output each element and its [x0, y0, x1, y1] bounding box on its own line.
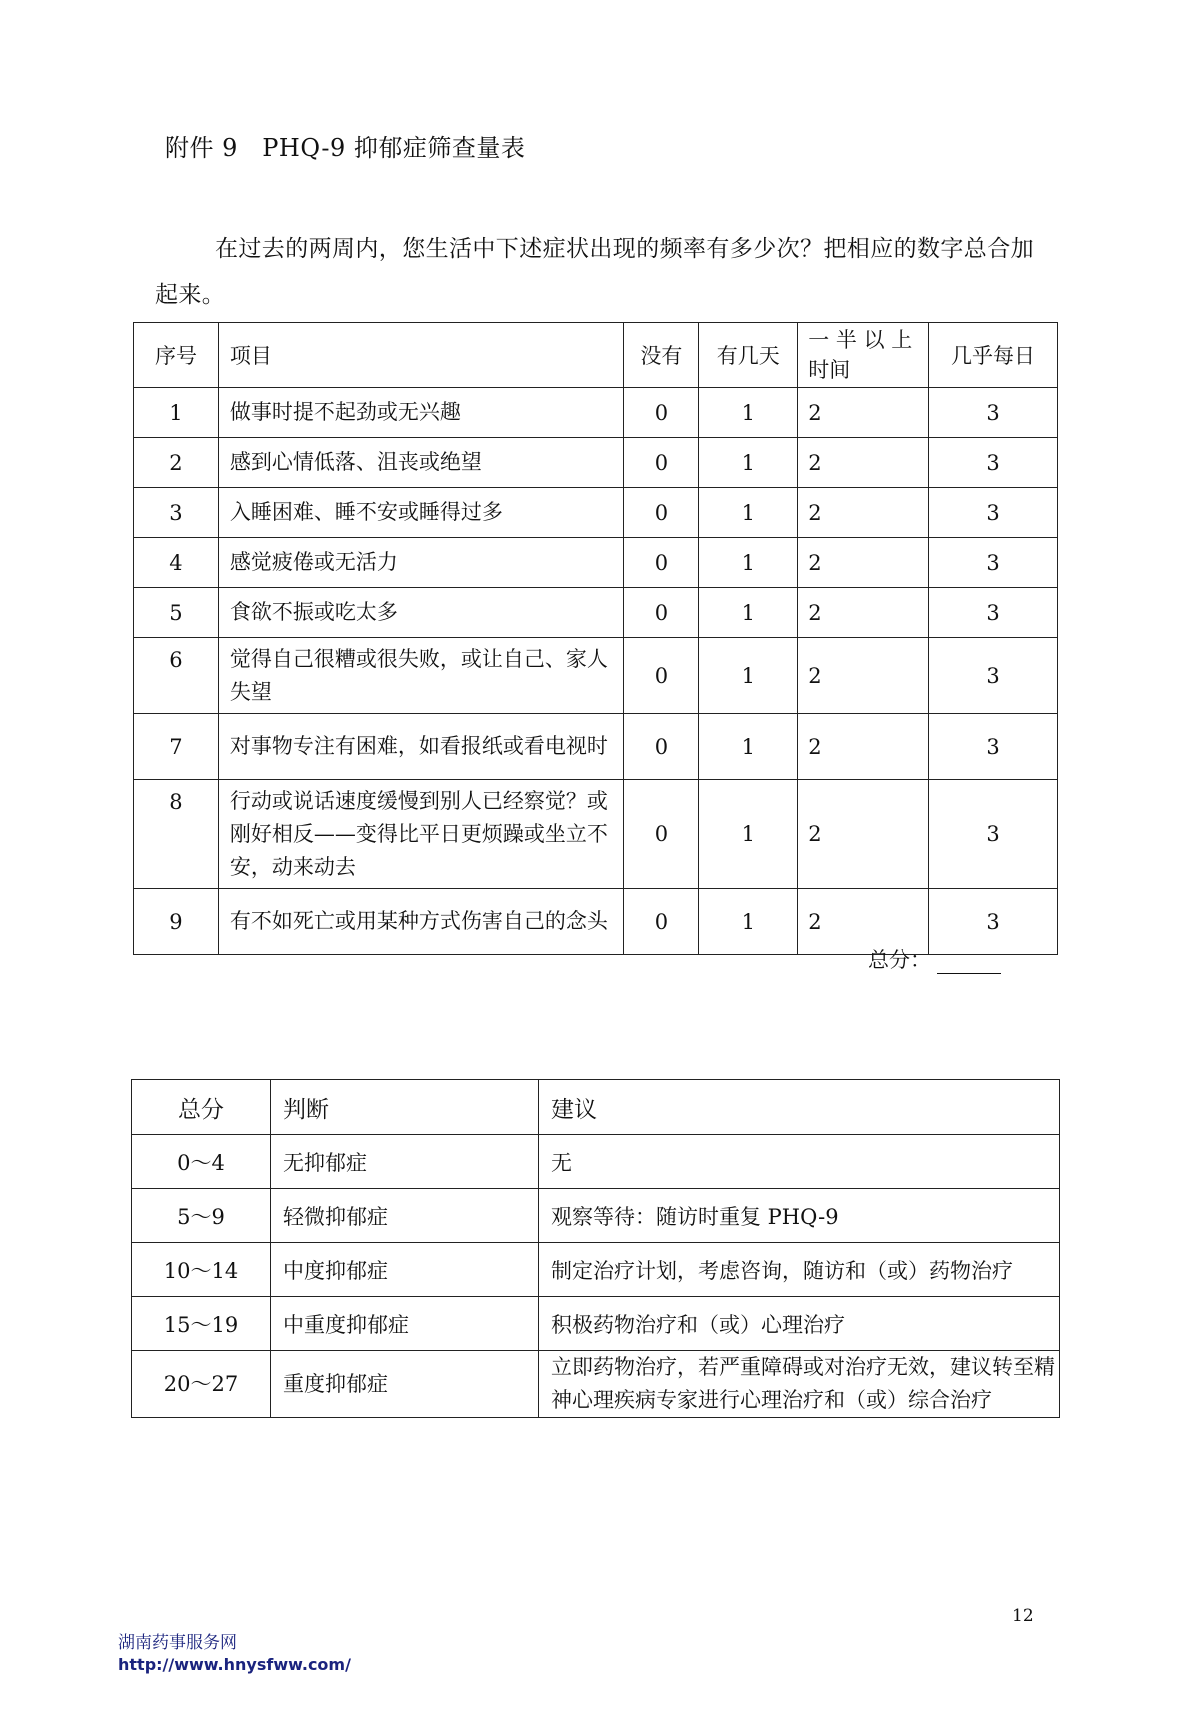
score-judgement: 中重度抑郁症	[271, 1297, 539, 1351]
score-range: 15～19	[132, 1297, 271, 1351]
table-row	[134, 438, 1058, 488]
header-several-days: 有几天	[699, 323, 798, 388]
table-row	[132, 1135, 1060, 1189]
score-0: 0	[624, 388, 699, 438]
header-none: 没有	[624, 323, 699, 388]
table-row	[134, 638, 1058, 714]
score-0: 0	[624, 889, 699, 955]
header-item: 项目	[218, 323, 624, 388]
total-score-blank-line	[937, 951, 1001, 974]
row-item: 感到心情低落、沮丧或绝望	[218, 438, 624, 488]
row-number: 5	[134, 588, 219, 638]
intro-paragraph: 在过去的两周内，您生活中下述症状出现的频率有多少次？把相应的数字总合加起来。	[155, 236, 1034, 308]
score-1: 1	[699, 889, 798, 955]
score-1: 1	[699, 488, 798, 538]
table-row	[132, 1189, 1060, 1243]
score-3: 3	[929, 780, 1058, 889]
table-row	[134, 538, 1058, 588]
row-number: 2	[134, 438, 219, 488]
row-number: 9	[134, 889, 219, 955]
table-row	[132, 1243, 1060, 1297]
header-nearly-every-day: 几乎每日	[929, 323, 1058, 388]
score-2: 2	[798, 889, 929, 955]
row-item: 做事时提不起劲或无兴趣	[218, 388, 624, 438]
footer-site-name: 湖南药事服务网	[118, 1633, 237, 1653]
score-1: 1	[699, 388, 798, 438]
score-advice: 积极药物治疗和（或）心理治疗	[539, 1297, 1060, 1351]
score-3: 3	[929, 388, 1058, 438]
score-1: 1	[699, 438, 798, 488]
score-0: 0	[624, 714, 699, 780]
score-1: 1	[699, 780, 798, 889]
score-0: 0	[624, 588, 699, 638]
score-advice: 观察等待：随访时重复 PHQ-9	[539, 1189, 1060, 1243]
score-range: 0～4	[132, 1135, 271, 1189]
score-1: 1	[699, 638, 798, 714]
row-item: 感觉疲倦或无活力	[218, 538, 624, 588]
score-2: 2	[798, 388, 929, 438]
score-3: 3	[929, 714, 1058, 780]
score-range: 5～9	[132, 1189, 271, 1243]
phq9-table	[133, 322, 1058, 955]
score-0: 0	[624, 488, 699, 538]
footer	[118, 1633, 351, 1675]
table-row	[132, 1297, 1060, 1351]
total-score-label: 总分：	[868, 948, 931, 972]
row-item: 对事物专注有困难，如看报纸或看电视时	[218, 714, 624, 780]
score-2: 2	[798, 714, 929, 780]
score-interpretation-table	[131, 1079, 1060, 1418]
row-item: 有不如死亡或用某种方式伤害自己的念头	[218, 889, 624, 955]
score-3: 3	[929, 488, 1058, 538]
score-advice: 立即药物治疗，若严重障碍或对治疗无效，建议转至精神心理疾病专家进行心理治疗和（或）综合治疗	[539, 1351, 1060, 1418]
row-item: 食欲不振或吃太多	[218, 588, 624, 638]
score-2: 2	[798, 538, 929, 588]
score-range: 20～27	[132, 1351, 271, 1418]
score-header-row	[132, 1080, 1060, 1135]
score-3: 3	[929, 538, 1058, 588]
footer-url-link[interactable]: http://www.hnysfww.com/	[118, 1655, 351, 1674]
score-2: 2	[798, 780, 929, 889]
total-score	[868, 944, 1001, 974]
row-item: 觉得自己很糟或很失败，或让自己、家人失望	[218, 638, 624, 714]
score-1: 1	[699, 538, 798, 588]
score-3: 3	[929, 438, 1058, 488]
table-row	[134, 714, 1058, 780]
score-judgement: 重度抑郁症	[271, 1351, 539, 1418]
table-row	[132, 1351, 1060, 1418]
score-2: 2	[798, 488, 929, 538]
table-row	[134, 780, 1058, 889]
row-item: 入睡困难、睡不安或睡得过多	[218, 488, 624, 538]
score-0: 0	[624, 438, 699, 488]
table-row	[134, 388, 1058, 438]
score-1: 1	[699, 714, 798, 780]
row-number: 3	[134, 488, 219, 538]
score-0: 0	[624, 780, 699, 889]
row-number: 6	[134, 638, 219, 714]
header-seq: 序号	[134, 323, 219, 388]
score-0: 0	[624, 638, 699, 714]
row-number: 8	[134, 780, 219, 889]
score-advice: 制定治疗计划，考虑咨询，随访和（或）药物治疗	[539, 1243, 1060, 1297]
score-0: 0	[624, 538, 699, 588]
score-judgement: 中度抑郁症	[271, 1243, 539, 1297]
score-judgement: 无抑郁症	[271, 1135, 539, 1189]
table-row	[134, 488, 1058, 538]
header-judgement: 判断	[271, 1080, 539, 1135]
score-1: 1	[699, 588, 798, 638]
row-item: 行动或说话速度缓慢到别人已经察觉？或刚好相反——变得比平日更烦躁或坐立不安，动来动去	[218, 780, 624, 889]
row-number: 7	[134, 714, 219, 780]
score-2: 2	[798, 638, 929, 714]
score-judgement: 轻微抑郁症	[271, 1189, 539, 1243]
score-range: 10～14	[132, 1243, 271, 1297]
header-more-than-half: 一 半 以 上 时间	[798, 323, 929, 388]
score-3: 3	[929, 889, 1058, 955]
score-3: 3	[929, 638, 1058, 714]
row-number: 1	[134, 388, 219, 438]
phq9-header-row	[134, 323, 1058, 388]
page-number: 12	[1012, 1606, 1034, 1626]
page-title: 附件 9 PHQ-9 抑郁症筛查量表	[165, 134, 526, 162]
table-row	[134, 588, 1058, 638]
header-total: 总分	[132, 1080, 271, 1135]
header-advice: 建议	[539, 1080, 1060, 1135]
score-advice: 无	[539, 1135, 1060, 1189]
row-number: 4	[134, 538, 219, 588]
score-2: 2	[798, 438, 929, 488]
score-2: 2	[798, 588, 929, 638]
score-3: 3	[929, 588, 1058, 638]
